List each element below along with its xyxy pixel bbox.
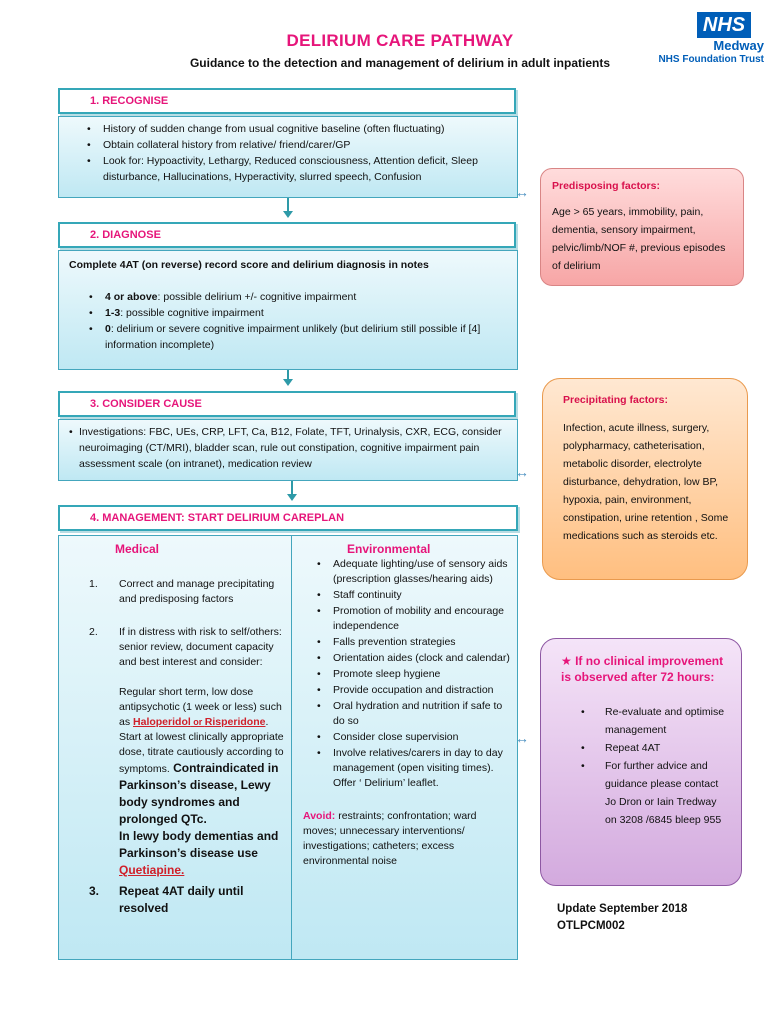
page-subtitle: Guidance to the detection and management of delirium in adult inpatients [189,56,611,70]
step-diagnose-header [58,222,516,248]
list-item [83,305,507,321]
list-item: • Look for: Hypoactivity, Lethargy, Reduced consciousness, Attention deficit, Sleep disturbance, Hallucinations, Hyperactivity, slurred speech, Confusion [81,153,507,185]
list-item: • Provide occupation and distraction [311,683,511,698]
list-item: • Consider close supervision [311,730,511,745]
flow-arrow-line [287,198,289,212]
double-arrow-icon: ↔ [515,464,529,480]
step-management-label: 4. MANAGEMENT: START DELIRIUM CAREPLAN [90,512,345,524]
avoid-text: restraints; confrontation; ward moves; unnecessary interventions/ investigations; catheters; excess environmental noise [303,810,477,867]
list-item [83,289,507,305]
environmental-column [293,536,517,959]
no-improvement-box [540,638,742,886]
recognise-box [58,116,518,198]
cause-text-wrap: • Investigations: FBC, UEs, CRP, LFT, Ca, B12, Folate, TFT, Urinalysis, CXR, ECG, consider neuroimaging (CT/MRI), bladder scan, rule out constipation, cognitive impairment pain assessment scale (on intranet), medication review [69,426,502,470]
environmental-list [301,557,511,791]
score-text: : possible cognitive impairment [120,307,264,319]
step-management-header [58,505,518,531]
step-recognise-label: 1. RECOGNISE [90,95,169,107]
list-item: • Promotion of mobility and encourage independence [311,604,511,634]
list-item [83,321,507,353]
drug-risperidone: Risperidone [204,716,266,728]
list-item: 2. If in distress with risk to self/others: senior review, document capacity and best interest and consider: Regular short term, low dose antipsychotic (1 week or less) such as Haloperidol or Risperidone. Start at lowest clinically appropriate dose, titrate cautiously according to symptoms. Contraindicated in Parkinson’s disease, Lewy body syndromes and prolonged QTc. In lewy body dementias and Parkinson’s disease use Quetiapine. [89,626,284,877]
step-recognise-header [58,88,516,114]
antipsychotic-guidance: Regular short term, low dose antipsychotic (1 week or less) such as Haloperidol or Risperidone. Start at lowest clinically appropriate dose, titrate cautiously according to symptoms. Contraindicated in Parkinson’s disease, Lewy body syndromes and prolonged QTc. [119,686,284,826]
diagnose-list [69,289,507,353]
page-title: DELIRIUM CARE PATHWAY [286,31,514,50]
lewy-guidance: In lewy body dementias and Parkinson’s disease use Quetiapine. [119,829,279,877]
org-trust: NHS Foundation Trust [658,54,764,65]
drug-haloperidol: Haloperidol [133,716,191,728]
list-item: • Obtain collateral history from relative/ friend/carer/GP [81,137,507,153]
list-item: • Re-evaluate and optimise management [581,706,725,736]
diagnose-intro: Complete 4AT (on reverse) record score and delirium diagnosis in notes [69,259,429,271]
score-label: 0 [105,323,111,335]
step-diagnose-label: 2. DIAGNOSE [90,229,161,241]
no-improvement-title: ★ If no clinical improvement is observed after 72 hours: [561,654,724,684]
cause-text: Investigations: FBC, UEs, CRP, LFT, Ca, B12, Folate, TFT, Urinalysis, CXR, ECG, consider neuroimaging (CT/MRI), bladder scan, rule out constipation, cognitive impairment pain assessment scale (on intranet), medication review [79,426,502,470]
avoid-note [301,809,511,869]
precipitating-text: Infection, acute illness, surgery, polypharmacy, catheterisation, metabolic disorder, electrolyte disturbance, dehydration, low BP, hypoxia, pain, environment, constipation, urine retention , Some medications such as steroids etc. [563,422,729,542]
flow-arrow-icon [287,494,297,501]
score-text: : possible delirium +/- cognitive impairment [157,291,357,303]
medical-column [59,536,292,959]
precipitating-box [542,378,748,580]
predisposing-box [540,168,744,286]
score-label: 4 or above [105,291,158,303]
nhs-logo: NHS [697,12,751,38]
step-cause-label: 3. CONSIDER CAUSE [90,398,202,410]
list-item: • Orientation aides (clock and calendar) [311,651,511,666]
avoid-label: Avoid: [303,810,336,822]
list-item: • Adequate lighting/use of sensory aids (prescription glasses/hearing aids) [311,557,511,587]
org-name: Medway [713,38,764,53]
list-item: • Falls prevention strategies [311,635,511,650]
footer-code: OTLPCM002 [557,920,625,932]
environmental-heading: Environmental [347,542,431,556]
star-icon: ★ [561,654,572,668]
flow-arrow-icon [283,211,293,218]
flow-arrow-icon [283,379,293,386]
diagnose-box [58,250,518,370]
predisposing-title: Predisposing factors: [552,180,660,192]
step-cause-header [58,391,516,417]
double-arrow-icon: ↔ [515,730,529,746]
precipitating-title: Precipitating factors: [563,394,669,406]
medical-heading: Medical [115,542,160,556]
score-text: : delirium or severe cognitive impairment unlikely (but delirium still possible if [4] information incomplete) [105,323,481,351]
score-label: 1-3 [105,307,121,319]
no-improvement-list [561,703,731,829]
list-item: • Oral hydration and nutrition if safe to do so [311,699,511,729]
list-item: • Involve relatives/carers in day to day management (open visiting times). Offer ‘ Delirium’ leaflet. [311,746,511,791]
predisposing-text: Age > 65 years, immobility, pain, dementia, sensory impairment, pelvic/limb/NOF #, previous episodes of delirium [552,206,726,272]
list-item: • Repeat 4AT [581,742,661,754]
double-arrow-icon: ↔ [515,184,529,200]
cause-box [58,419,518,481]
recognise-list [81,121,507,185]
drug-quetiapine: Quetiapine. [119,863,185,877]
list-item: 1. Correct and manage precipitating and predisposing factors [89,578,275,605]
management-box [58,535,518,960]
contraindication: Contraindicated in Parkinson’s disease, Lewy body syndromes and prolonged QTc. [119,761,279,826]
list-item: • History of sudden change from usual cognitive baseline (often fluctuating) [81,121,507,137]
footer-update: Update September 2018 [557,903,688,915]
list-item: • For further advice and guidance please contact Jo Dron or Iain Tredway on 3208 /6845 bleep 955 [581,760,722,826]
list-item: • Promote sleep hygiene [311,667,511,682]
flow-arrow-line [291,481,293,495]
list-item: • Staff continuity [311,588,511,603]
list-item: 3. Repeat 4AT daily until resolved [89,884,244,915]
